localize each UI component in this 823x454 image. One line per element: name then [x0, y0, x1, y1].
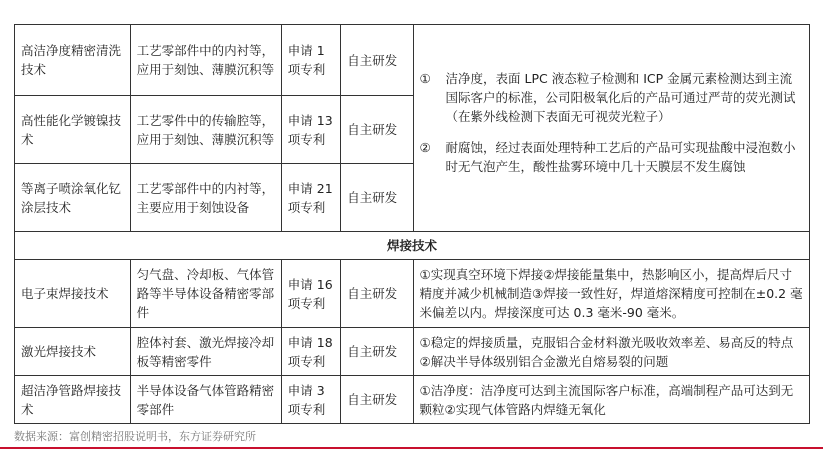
source-cell: 自主研发	[341, 260, 413, 328]
patent-cell: 申请 21 项专利	[281, 164, 340, 232]
table-row	[15, 260, 810, 328]
section-title: 焊接技术	[15, 232, 810, 260]
advantage-number: ①	[419, 70, 431, 86]
patent-cell: 申请 13 项专利	[281, 96, 340, 164]
advantage-paragraph	[420, 69, 803, 126]
application-cell: 工艺零件中的传输腔等，应用于刻蚀、薄膜沉积等	[130, 96, 281, 164]
tech-name-cell: 高性能化学镀镍技术	[15, 96, 131, 164]
advantage-paragraph	[420, 138, 803, 176]
application-cell: 工艺零部件中的内衬等，应用于刻蚀、薄膜沉积等	[130, 25, 281, 96]
source-cell: 自主研发	[341, 376, 413, 424]
patent-cell: 申请 3 项专利	[281, 376, 340, 424]
source-note: 数据来源：富创精密招股说明书，东方证券研究所	[14, 430, 256, 443]
tech-name-cell: 等离子喷涂氧化钇涂层技术	[15, 164, 131, 232]
advantage-cell: ①实现真空环境下焊接②焊接能量集中，热影响区小，提高焊后尺寸精度并减少机械制造③焊接一致性好，焊道熔深精度可控制在±0.2 毫米偏差以内。焊接深度可达 0.3 毫米-90 毫米。	[413, 260, 809, 328]
application-cell: 半导体设备气体管路精密零部件	[130, 376, 281, 424]
advantage-cell: ①洁净度：洁净度可达到主流国际客户标准，高端制程产品可达到无颗粒②实现气体管路内焊缝无氧化	[413, 376, 809, 424]
patent-cell: 申请 18 项专利	[281, 328, 340, 376]
bottom-accent-rule	[0, 447, 823, 449]
advantage-number: ②	[419, 139, 431, 155]
application-cell: 腔体衬套、激光焊接冷却板等精密零件	[130, 328, 281, 376]
application-cell: 匀气盘、冷却板、气体管路等半导体设备精密零部件	[130, 260, 281, 328]
tech-name-cell: 高洁净度精密清洗技术	[15, 25, 131, 96]
technology-table	[14, 24, 810, 424]
patent-cell: 申请 16 项专利	[281, 260, 340, 328]
patent-cell: 申请 1 项专利	[281, 25, 340, 96]
table-row	[15, 328, 810, 376]
advantage-cell-merged	[413, 25, 809, 232]
source-cell: 自主研发	[341, 25, 413, 96]
advantage-cell: ①稳定的焊接质量，克服铝合金材料激光吸收效率差、易高反的特点②解决半导体级别铝合金激光自熔易裂的问题	[413, 328, 809, 376]
source-cell: 自主研发	[341, 164, 413, 232]
source-cell: 自主研发	[341, 96, 413, 164]
source-cell: 自主研发	[341, 328, 413, 376]
tech-name-cell: 电子束焊接技术	[15, 260, 131, 328]
section-header-row	[15, 232, 810, 260]
advantage-text: 耐腐蚀，经过表面处理特种工艺后的产品可实现盐酸中浸泡数小时无气泡产生，酸性盐雾环境中几十天膜层不发生腐蚀	[445, 139, 796, 174]
tech-name-cell: 激光焊接技术	[15, 328, 131, 376]
tech-name-cell: 超洁净管路焊接技术	[15, 376, 131, 424]
advantage-text: 洁净度，表面 LPC 液态粒子检测和 ICP 金属元素检测达到主流国际客户的标准，公司阳极氧化后的产品可通过严苛的荧光测试（在紫外线检测下表面无可视荧光粒子）	[445, 70, 796, 124]
table-row	[15, 376, 810, 424]
table-row	[15, 25, 810, 96]
application-cell: 工艺零部件中的内衬等，主要应用于刻蚀设备	[130, 164, 281, 232]
